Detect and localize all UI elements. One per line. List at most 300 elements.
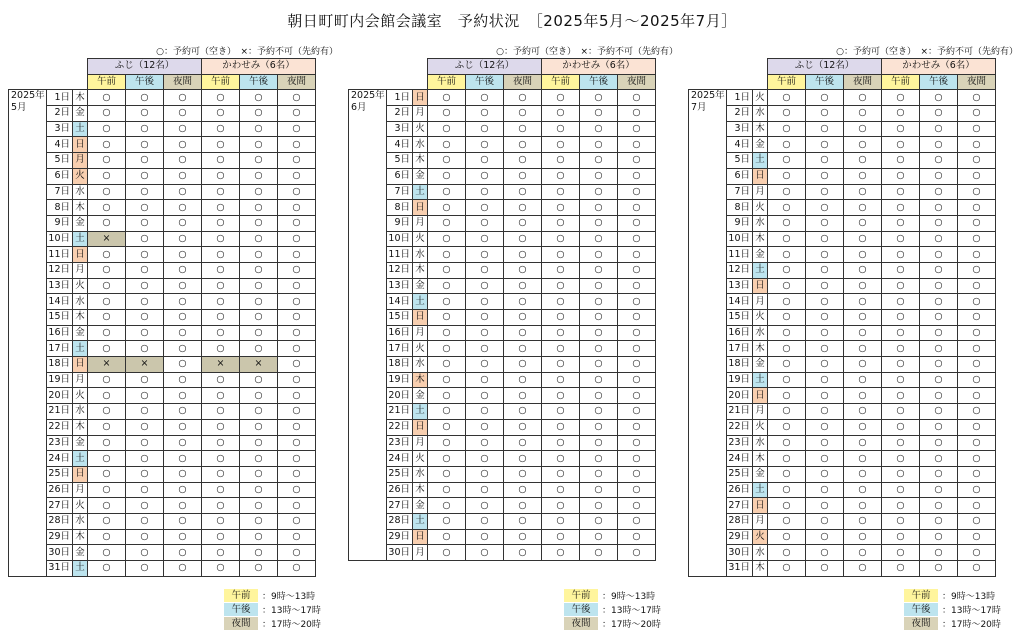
slot-available[interactable]: ○ — [580, 247, 618, 263]
slot-available[interactable]: ○ — [428, 435, 466, 451]
slot-available[interactable]: ○ — [580, 90, 618, 106]
slot-available[interactable]: ○ — [88, 529, 126, 545]
slot-available[interactable]: ○ — [428, 513, 466, 529]
slot-available[interactable]: ○ — [768, 372, 806, 388]
slot-available[interactable]: ○ — [844, 545, 882, 561]
slot-available[interactable]: ○ — [164, 498, 202, 514]
slot-available[interactable]: ○ — [504, 247, 542, 263]
slot-available[interactable]: ○ — [504, 419, 542, 435]
slot-available[interactable]: ○ — [580, 388, 618, 404]
slot-available[interactable]: ○ — [126, 231, 164, 247]
slot-available[interactable]: ○ — [882, 357, 920, 373]
slot-available[interactable]: ○ — [882, 435, 920, 451]
slot-available[interactable]: ○ — [580, 482, 618, 498]
slot-available[interactable]: ○ — [278, 106, 316, 122]
slot-available[interactable]: ○ — [806, 262, 844, 278]
slot-available[interactable]: ○ — [958, 545, 996, 561]
slot-available[interactable]: ○ — [278, 90, 316, 106]
slot-booked[interactable]: × — [88, 231, 126, 247]
slot-available[interactable]: ○ — [768, 137, 806, 153]
slot-available[interactable]: ○ — [88, 184, 126, 200]
slot-available[interactable]: ○ — [882, 168, 920, 184]
slot-available[interactable]: ○ — [126, 545, 164, 561]
slot-available[interactable]: ○ — [278, 529, 316, 545]
slot-available[interactable]: ○ — [844, 90, 882, 106]
slot-available[interactable]: ○ — [466, 231, 504, 247]
slot-available[interactable]: ○ — [278, 357, 316, 373]
slot-available[interactable]: ○ — [768, 325, 806, 341]
slot-available[interactable]: ○ — [618, 357, 656, 373]
slot-available[interactable]: ○ — [618, 200, 656, 216]
slot-available[interactable]: ○ — [768, 168, 806, 184]
slot-available[interactable]: ○ — [806, 466, 844, 482]
slot-available[interactable]: ○ — [844, 435, 882, 451]
slot-available[interactable]: ○ — [542, 388, 580, 404]
slot-available[interactable]: ○ — [88, 435, 126, 451]
slot-available[interactable]: ○ — [920, 482, 958, 498]
slot-available[interactable]: ○ — [882, 529, 920, 545]
slot-available[interactable]: ○ — [240, 545, 278, 561]
slot-available[interactable]: ○ — [768, 513, 806, 529]
slot-available[interactable]: ○ — [920, 278, 958, 294]
slot-available[interactable]: ○ — [88, 121, 126, 137]
slot-available[interactable]: ○ — [240, 153, 278, 169]
slot-available[interactable]: ○ — [466, 545, 504, 561]
slot-available[interactable]: ○ — [240, 215, 278, 231]
slot-available[interactable]: ○ — [126, 513, 164, 529]
slot-available[interactable]: ○ — [920, 121, 958, 137]
slot-available[interactable]: ○ — [202, 278, 240, 294]
slot-available[interactable]: ○ — [88, 419, 126, 435]
slot-available[interactable]: ○ — [278, 372, 316, 388]
slot-available[interactable]: ○ — [844, 184, 882, 200]
slot-available[interactable]: ○ — [618, 419, 656, 435]
slot-available[interactable]: ○ — [844, 153, 882, 169]
slot-available[interactable]: ○ — [428, 404, 466, 420]
slot-available[interactable]: ○ — [768, 357, 806, 373]
slot-available[interactable]: ○ — [580, 404, 618, 420]
slot-available[interactable]: ○ — [844, 121, 882, 137]
slot-available[interactable]: ○ — [164, 278, 202, 294]
slot-available[interactable]: ○ — [958, 529, 996, 545]
slot-available[interactable]: ○ — [428, 200, 466, 216]
slot-available[interactable]: ○ — [466, 498, 504, 514]
slot-available[interactable]: ○ — [618, 294, 656, 310]
slot-available[interactable]: ○ — [466, 137, 504, 153]
slot-available[interactable]: ○ — [504, 106, 542, 122]
slot-available[interactable]: ○ — [126, 247, 164, 263]
slot-available[interactable]: ○ — [580, 106, 618, 122]
slot-available[interactable]: ○ — [542, 404, 580, 420]
slot-available[interactable]: ○ — [466, 482, 504, 498]
slot-available[interactable]: ○ — [618, 388, 656, 404]
slot-available[interactable]: ○ — [958, 561, 996, 577]
slot-available[interactable]: ○ — [164, 513, 202, 529]
slot-available[interactable]: ○ — [202, 498, 240, 514]
slot-available[interactable]: ○ — [542, 466, 580, 482]
slot-available[interactable]: ○ — [466, 404, 504, 420]
slot-available[interactable]: ○ — [844, 341, 882, 357]
slot-available[interactable]: ○ — [844, 278, 882, 294]
slot-available[interactable]: ○ — [542, 529, 580, 545]
slot-available[interactable]: ○ — [618, 513, 656, 529]
slot-available[interactable]: ○ — [466, 451, 504, 467]
slot-available[interactable]: ○ — [844, 310, 882, 326]
slot-available[interactable]: ○ — [882, 404, 920, 420]
slot-available[interactable]: ○ — [958, 451, 996, 467]
slot-available[interactable]: ○ — [126, 482, 164, 498]
slot-available[interactable]: ○ — [88, 153, 126, 169]
slot-available[interactable]: ○ — [958, 325, 996, 341]
slot-available[interactable]: ○ — [126, 168, 164, 184]
slot-available[interactable]: ○ — [278, 184, 316, 200]
slot-available[interactable]: ○ — [882, 325, 920, 341]
slot-available[interactable]: ○ — [88, 545, 126, 561]
slot-available[interactable]: ○ — [580, 466, 618, 482]
slot-available[interactable]: ○ — [920, 168, 958, 184]
slot-available[interactable]: ○ — [958, 498, 996, 514]
slot-available[interactable]: ○ — [88, 106, 126, 122]
slot-available[interactable]: ○ — [240, 278, 278, 294]
slot-available[interactable]: ○ — [580, 137, 618, 153]
slot-available[interactable]: ○ — [580, 153, 618, 169]
slot-available[interactable]: ○ — [126, 561, 164, 577]
slot-available[interactable]: ○ — [164, 294, 202, 310]
slot-available[interactable]: ○ — [806, 278, 844, 294]
slot-available[interactable]: ○ — [844, 325, 882, 341]
slot-available[interactable]: ○ — [768, 419, 806, 435]
slot-available[interactable]: ○ — [542, 325, 580, 341]
slot-available[interactable]: ○ — [542, 200, 580, 216]
slot-available[interactable]: ○ — [504, 278, 542, 294]
slot-available[interactable]: ○ — [958, 294, 996, 310]
slot-available[interactable]: ○ — [164, 184, 202, 200]
slot-available[interactable]: ○ — [428, 247, 466, 263]
slot-available[interactable]: ○ — [958, 466, 996, 482]
slot-available[interactable]: ○ — [844, 137, 882, 153]
slot-available[interactable]: ○ — [768, 388, 806, 404]
slot-available[interactable]: ○ — [88, 168, 126, 184]
slot-available[interactable]: ○ — [958, 231, 996, 247]
slot-available[interactable]: ○ — [542, 294, 580, 310]
slot-available[interactable]: ○ — [504, 310, 542, 326]
slot-available[interactable]: ○ — [428, 451, 466, 467]
slot-available[interactable]: ○ — [466, 372, 504, 388]
slot-available[interactable]: ○ — [126, 341, 164, 357]
slot-available[interactable]: ○ — [768, 529, 806, 545]
slot-available[interactable]: ○ — [580, 310, 618, 326]
slot-available[interactable]: ○ — [504, 137, 542, 153]
slot-available[interactable]: ○ — [844, 404, 882, 420]
slot-available[interactable]: ○ — [202, 247, 240, 263]
slot-available[interactable]: ○ — [504, 90, 542, 106]
slot-available[interactable]: ○ — [240, 388, 278, 404]
slot-booked[interactable]: × — [202, 357, 240, 373]
slot-available[interactable]: ○ — [126, 310, 164, 326]
slot-available[interactable]: ○ — [504, 451, 542, 467]
slot-available[interactable]: ○ — [466, 466, 504, 482]
slot-available[interactable]: ○ — [504, 435, 542, 451]
slot-available[interactable]: ○ — [806, 357, 844, 373]
slot-available[interactable]: ○ — [278, 451, 316, 467]
slot-available[interactable]: ○ — [164, 388, 202, 404]
slot-available[interactable]: ○ — [428, 357, 466, 373]
slot-available[interactable]: ○ — [466, 247, 504, 263]
slot-available[interactable]: ○ — [882, 545, 920, 561]
slot-available[interactable]: ○ — [806, 106, 844, 122]
slot-available[interactable]: ○ — [504, 498, 542, 514]
slot-available[interactable]: ○ — [920, 200, 958, 216]
slot-available[interactable]: ○ — [202, 294, 240, 310]
slot-available[interactable]: ○ — [958, 121, 996, 137]
slot-available[interactable]: ○ — [542, 153, 580, 169]
slot-available[interactable]: ○ — [882, 153, 920, 169]
slot-available[interactable]: ○ — [428, 388, 466, 404]
slot-available[interactable]: ○ — [278, 215, 316, 231]
slot-available[interactable]: ○ — [844, 294, 882, 310]
slot-available[interactable]: ○ — [466, 106, 504, 122]
slot-available[interactable]: ○ — [504, 341, 542, 357]
slot-available[interactable]: ○ — [126, 153, 164, 169]
slot-available[interactable]: ○ — [202, 200, 240, 216]
slot-available[interactable]: ○ — [580, 184, 618, 200]
slot-available[interactable]: ○ — [240, 294, 278, 310]
slot-available[interactable]: ○ — [618, 247, 656, 263]
slot-available[interactable]: ○ — [466, 262, 504, 278]
slot-available[interactable]: ○ — [466, 184, 504, 200]
slot-available[interactable]: ○ — [920, 153, 958, 169]
slot-available[interactable]: ○ — [164, 357, 202, 373]
slot-available[interactable]: ○ — [542, 419, 580, 435]
slot-available[interactable]: ○ — [428, 372, 466, 388]
slot-available[interactable]: ○ — [618, 404, 656, 420]
slot-available[interactable]: ○ — [542, 231, 580, 247]
slot-available[interactable]: ○ — [466, 153, 504, 169]
slot-available[interactable]: ○ — [844, 372, 882, 388]
slot-available[interactable]: ○ — [580, 278, 618, 294]
slot-available[interactable]: ○ — [618, 498, 656, 514]
slot-available[interactable]: ○ — [428, 341, 466, 357]
slot-available[interactable]: ○ — [88, 247, 126, 263]
slot-available[interactable]: ○ — [806, 200, 844, 216]
slot-available[interactable]: ○ — [88, 137, 126, 153]
slot-available[interactable]: ○ — [428, 262, 466, 278]
slot-available[interactable]: ○ — [428, 545, 466, 561]
slot-available[interactable]: ○ — [920, 325, 958, 341]
slot-available[interactable]: ○ — [202, 419, 240, 435]
slot-available[interactable]: ○ — [504, 325, 542, 341]
slot-available[interactable]: ○ — [958, 404, 996, 420]
slot-available[interactable]: ○ — [202, 106, 240, 122]
slot-available[interactable]: ○ — [882, 184, 920, 200]
slot-available[interactable]: ○ — [278, 404, 316, 420]
slot-available[interactable]: ○ — [958, 262, 996, 278]
slot-available[interactable]: ○ — [202, 168, 240, 184]
slot-available[interactable]: ○ — [504, 529, 542, 545]
slot-available[interactable]: ○ — [882, 90, 920, 106]
slot-available[interactable]: ○ — [504, 545, 542, 561]
slot-available[interactable]: ○ — [580, 262, 618, 278]
slot-available[interactable]: ○ — [504, 168, 542, 184]
slot-available[interactable]: ○ — [882, 372, 920, 388]
slot-available[interactable]: ○ — [164, 529, 202, 545]
slot-available[interactable]: ○ — [164, 200, 202, 216]
slot-available[interactable]: ○ — [126, 372, 164, 388]
slot-available[interactable]: ○ — [164, 545, 202, 561]
slot-available[interactable]: ○ — [958, 388, 996, 404]
slot-available[interactable]: ○ — [920, 451, 958, 467]
slot-available[interactable]: ○ — [920, 90, 958, 106]
slot-available[interactable]: ○ — [504, 200, 542, 216]
slot-available[interactable]: ○ — [958, 215, 996, 231]
slot-available[interactable]: ○ — [882, 498, 920, 514]
slot-available[interactable]: ○ — [844, 168, 882, 184]
slot-available[interactable]: ○ — [618, 168, 656, 184]
slot-available[interactable]: ○ — [88, 278, 126, 294]
slot-available[interactable]: ○ — [542, 372, 580, 388]
slot-available[interactable]: ○ — [466, 341, 504, 357]
slot-available[interactable]: ○ — [806, 482, 844, 498]
slot-available[interactable]: ○ — [920, 404, 958, 420]
slot-available[interactable]: ○ — [126, 121, 164, 137]
slot-available[interactable]: ○ — [466, 200, 504, 216]
slot-available[interactable]: ○ — [504, 466, 542, 482]
slot-available[interactable]: ○ — [618, 121, 656, 137]
slot-available[interactable]: ○ — [126, 90, 164, 106]
slot-available[interactable]: ○ — [164, 561, 202, 577]
slot-available[interactable]: ○ — [768, 90, 806, 106]
slot-available[interactable]: ○ — [882, 106, 920, 122]
slot-available[interactable]: ○ — [278, 513, 316, 529]
slot-available[interactable]: ○ — [88, 215, 126, 231]
slot-available[interactable]: ○ — [844, 215, 882, 231]
slot-available[interactable]: ○ — [882, 294, 920, 310]
slot-available[interactable]: ○ — [202, 121, 240, 137]
slot-available[interactable]: ○ — [240, 529, 278, 545]
slot-available[interactable]: ○ — [278, 231, 316, 247]
slot-available[interactable]: ○ — [618, 262, 656, 278]
slot-available[interactable]: ○ — [580, 419, 618, 435]
slot-available[interactable]: ○ — [806, 325, 844, 341]
slot-available[interactable]: ○ — [126, 466, 164, 482]
slot-available[interactable]: ○ — [806, 341, 844, 357]
slot-available[interactable]: ○ — [542, 262, 580, 278]
slot-available[interactable]: ○ — [580, 215, 618, 231]
slot-available[interactable]: ○ — [920, 372, 958, 388]
slot-available[interactable]: ○ — [164, 153, 202, 169]
slot-available[interactable]: ○ — [618, 545, 656, 561]
slot-available[interactable]: ○ — [88, 498, 126, 514]
slot-available[interactable]: ○ — [920, 184, 958, 200]
slot-available[interactable]: ○ — [278, 325, 316, 341]
slot-available[interactable]: ○ — [164, 419, 202, 435]
slot-available[interactable]: ○ — [88, 310, 126, 326]
slot-available[interactable]: ○ — [164, 310, 202, 326]
slot-available[interactable]: ○ — [542, 513, 580, 529]
slot-available[interactable]: ○ — [920, 106, 958, 122]
slot-available[interactable]: ○ — [466, 357, 504, 373]
slot-available[interactable]: ○ — [580, 231, 618, 247]
slot-available[interactable]: ○ — [882, 451, 920, 467]
slot-available[interactable]: ○ — [278, 168, 316, 184]
slot-available[interactable]: ○ — [542, 90, 580, 106]
slot-available[interactable]: ○ — [958, 247, 996, 263]
slot-available[interactable]: ○ — [806, 231, 844, 247]
slot-available[interactable]: ○ — [844, 482, 882, 498]
slot-available[interactable]: ○ — [958, 435, 996, 451]
slot-available[interactable]: ○ — [958, 137, 996, 153]
slot-available[interactable]: ○ — [958, 341, 996, 357]
slot-available[interactable]: ○ — [240, 247, 278, 263]
slot-available[interactable]: ○ — [920, 294, 958, 310]
slot-available[interactable]: ○ — [920, 388, 958, 404]
slot-available[interactable]: ○ — [768, 106, 806, 122]
slot-available[interactable]: ○ — [542, 451, 580, 467]
slot-available[interactable]: ○ — [202, 404, 240, 420]
slot-available[interactable]: ○ — [542, 341, 580, 357]
slot-available[interactable]: ○ — [126, 200, 164, 216]
slot-available[interactable]: ○ — [202, 482, 240, 498]
slot-available[interactable]: ○ — [88, 513, 126, 529]
slot-available[interactable]: ○ — [202, 310, 240, 326]
slot-available[interactable]: ○ — [504, 388, 542, 404]
slot-available[interactable]: ○ — [240, 200, 278, 216]
slot-available[interactable]: ○ — [126, 435, 164, 451]
slot-available[interactable]: ○ — [240, 168, 278, 184]
slot-available[interactable]: ○ — [920, 435, 958, 451]
slot-available[interactable]: ○ — [164, 247, 202, 263]
slot-available[interactable]: ○ — [504, 294, 542, 310]
slot-available[interactable]: ○ — [882, 231, 920, 247]
slot-available[interactable]: ○ — [580, 435, 618, 451]
slot-available[interactable]: ○ — [428, 137, 466, 153]
slot-available[interactable]: ○ — [202, 513, 240, 529]
slot-available[interactable]: ○ — [806, 529, 844, 545]
slot-available[interactable]: ○ — [126, 451, 164, 467]
slot-available[interactable]: ○ — [580, 294, 618, 310]
slot-available[interactable]: ○ — [882, 247, 920, 263]
slot-available[interactable]: ○ — [806, 388, 844, 404]
slot-available[interactable]: ○ — [806, 153, 844, 169]
slot-available[interactable]: ○ — [768, 294, 806, 310]
slot-available[interactable]: ○ — [806, 168, 844, 184]
slot-available[interactable]: ○ — [958, 482, 996, 498]
slot-available[interactable]: ○ — [882, 341, 920, 357]
slot-available[interactable]: ○ — [278, 153, 316, 169]
slot-available[interactable]: ○ — [88, 262, 126, 278]
slot-available[interactable]: ○ — [920, 498, 958, 514]
slot-available[interactable]: ○ — [240, 137, 278, 153]
slot-available[interactable]: ○ — [428, 529, 466, 545]
slot-available[interactable]: ○ — [806, 419, 844, 435]
slot-available[interactable]: ○ — [844, 388, 882, 404]
slot-available[interactable]: ○ — [618, 341, 656, 357]
slot-available[interactable]: ○ — [618, 278, 656, 294]
slot-available[interactable]: ○ — [882, 310, 920, 326]
slot-available[interactable]: ○ — [164, 435, 202, 451]
slot-available[interactable]: ○ — [466, 168, 504, 184]
slot-available[interactable]: ○ — [920, 310, 958, 326]
slot-available[interactable]: ○ — [882, 200, 920, 216]
slot-available[interactable]: ○ — [202, 451, 240, 467]
slot-available[interactable]: ○ — [202, 137, 240, 153]
slot-available[interactable]: ○ — [844, 529, 882, 545]
slot-available[interactable]: ○ — [278, 435, 316, 451]
slot-booked[interactable]: × — [88, 357, 126, 373]
slot-available[interactable]: ○ — [240, 404, 278, 420]
slot-available[interactable]: ○ — [88, 404, 126, 420]
slot-available[interactable]: ○ — [278, 200, 316, 216]
